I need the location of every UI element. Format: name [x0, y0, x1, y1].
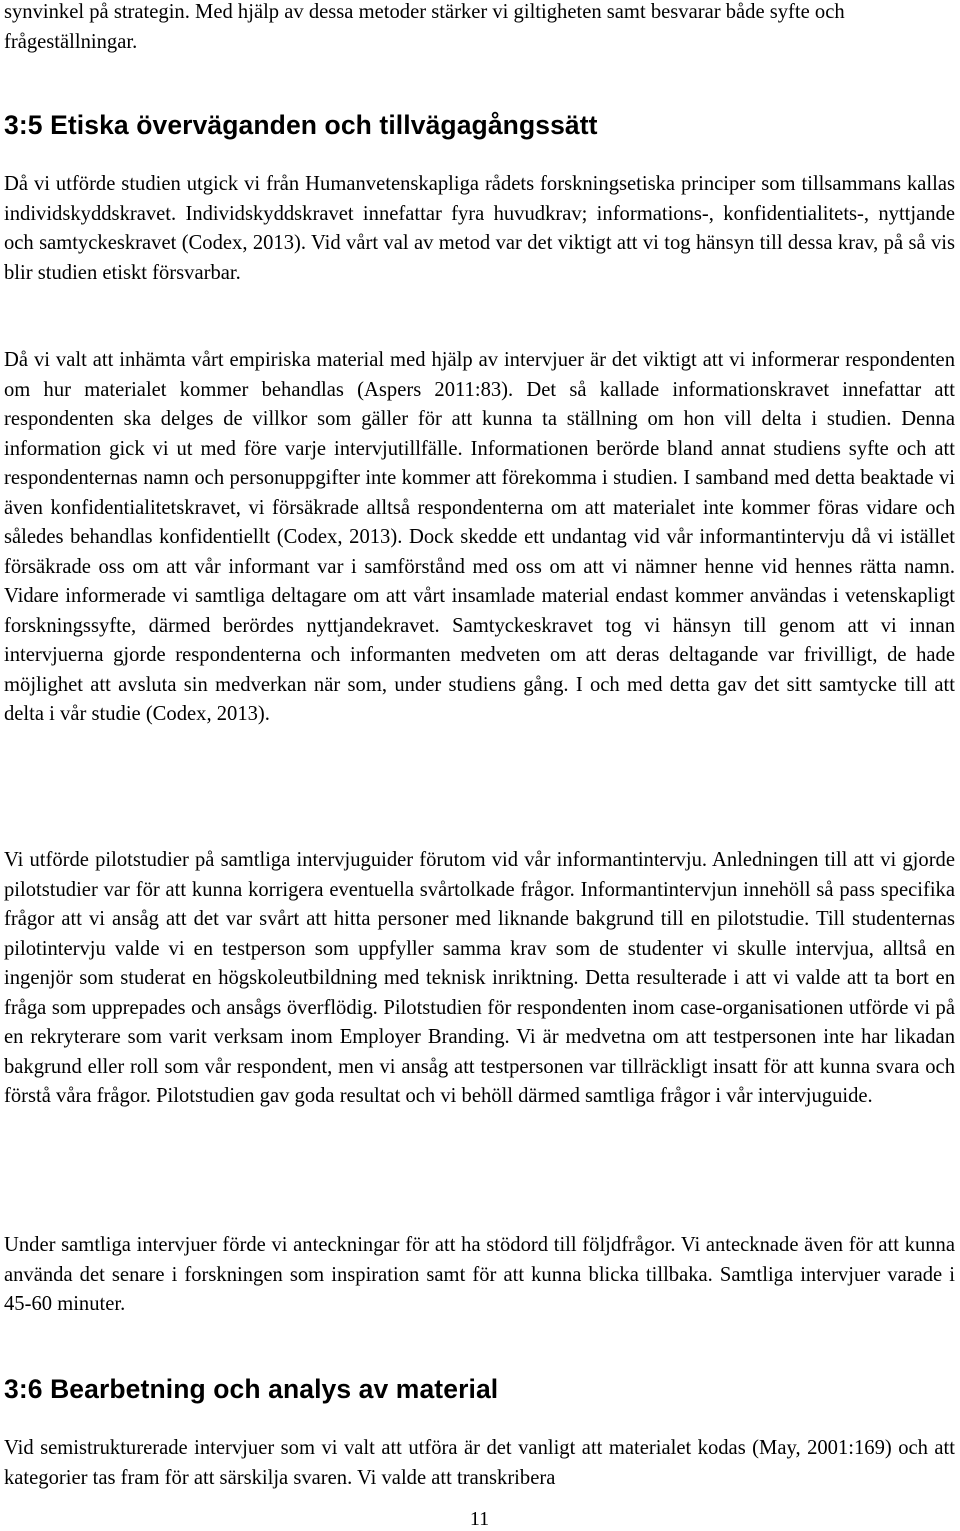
paragraph-interview-notes: Under samtliga intervjuer förde vi anteckningar för att ha stödord till följdfrågor. Vi antecknade även för att kunna använda det senare i forskningen som inspiration samt för att kunna blicka tillbaka. Samtliga intervjuer varade i 45-60 minuter.: [4, 1234, 955, 1315]
paragraph-material-analysis: Vid semistrukturerade intervjuer som vi valt att utföra är det vanligt att materialet kodas (May, 2001:169) och att kategorier tas fram för att särskilja svaren. Vi valde att transkribera: [4, 1437, 955, 1489]
paragraph-information-requirements: Då vi valt att inhämta vårt empiriska material med hjälp av intervjuer är det viktigt att vi informerar respondenten om hur materialet kommer behandlas (Aspers 2011:83). Det så kallade informationskravet innefattar att respondenten ska delges de villkor som gäller för att kunna ta ställning om hon vill delta i studien. Denna information gick vi ut med före varje intervjutillfälle. Informationen berörde bland annat studiens syfte och att respondenternas namn och personuppgifter inte kommer att förekomma i studien. I samband med detta beaktade vi även konfidentialitetskravet, vi försäkrade alltså respondenterna om att materialet inte kommer föras vidare och således behandlas konfidentiellt (Codex, 2013). Dock skedde ett undantag vid vår informantintervju då vi istället försäkrade oss om att vår informant var i samförstånd med oss om att vi nämner henne vid hennes rätta namn. Vidare informerade vi samtliga deltagare om att vårt insamlade material endast kommer användas i vetenskapligt forskningssyfte, därmed berördes nyttjandekravet. Samtyckeskravet tog vi hänsyn till genom att vi innan intervjuerna gjorde respondenterna och informanten medveten om att deras deltagande var frivilligt, de hade möjlighet att avsluta sin medverkan när som, under studiens gång. I och med detta gav det sitt samtycke till att delta i vår studie (Codex, 2013).: [4, 349, 955, 725]
page-number: 11: [469, 1508, 490, 1530]
paragraph-ethics-principles: Då vi utförde studien utgick vi från Humanvetenskapliga rådets forskningsetiska principer som tillsammans kallas individskyddskravet. Individskyddskravet innefattar fyra huvudkrav; informations-, konfidentialitets-, nyttjande och samtyckeskravet (Codex, 2013). Vid vårt val av metod var det viktigt att vi tog hänsyn till dessa krav, på så vis blir studien etiskt försvarbar.: [4, 173, 955, 284]
document-page: [4, 0, 955, 1530]
section-heading-3-6: 3:6 Bearbetning och analys av material: [4, 1374, 499, 1404]
paragraph-pilot-studies: Vi utförde pilotstudier på samtliga intervjuguider förutom vid vår informantintervju. Anledningen till att vi gjorde pilotstudier var för att kunna korrigera eventuella svårtolkade frågor. Informantintervjun innehöll så pass specifika frågor att vi ansåg att det var svårt att hitta personer med liknande bakgrund till en pilotstudie. Till studenternas pilotintervju valde vi en testperson som uppfyller samma krav som de studenter vi skulle intervjua, alltså en ingenjör som studerat en högskoleutbildning med teknisk inriktning. Detta resulterade i att vi valde att ta bort en fråga som upprepades och ansågs överflödig. Pilotstudien för respondenten inom case-organisationen utförde vi på en rekryterare som varit verksam inom Employer Branding. Vi är medvetna om att testpersonen inte har likadan bakgrund eller roll som vår respondent, men vi ansåg att testpersonen var tillräckligt insatt för att kunna svara och förstå våra frågor. Pilotstudien gav goda resultat och vi behöll därmed samtliga frågor i vår intervjuguide.: [4, 849, 955, 1107]
section-heading-3-5: 3:5 Etiska överväganden och tillvägagångssätt: [4, 110, 598, 140]
intro-paragraph: synvinkel på strategin. Med hjälp av dessa metoder stärker vi giltigheten samt besvarar både syfte och frågeställningar.: [4, 1, 845, 53]
